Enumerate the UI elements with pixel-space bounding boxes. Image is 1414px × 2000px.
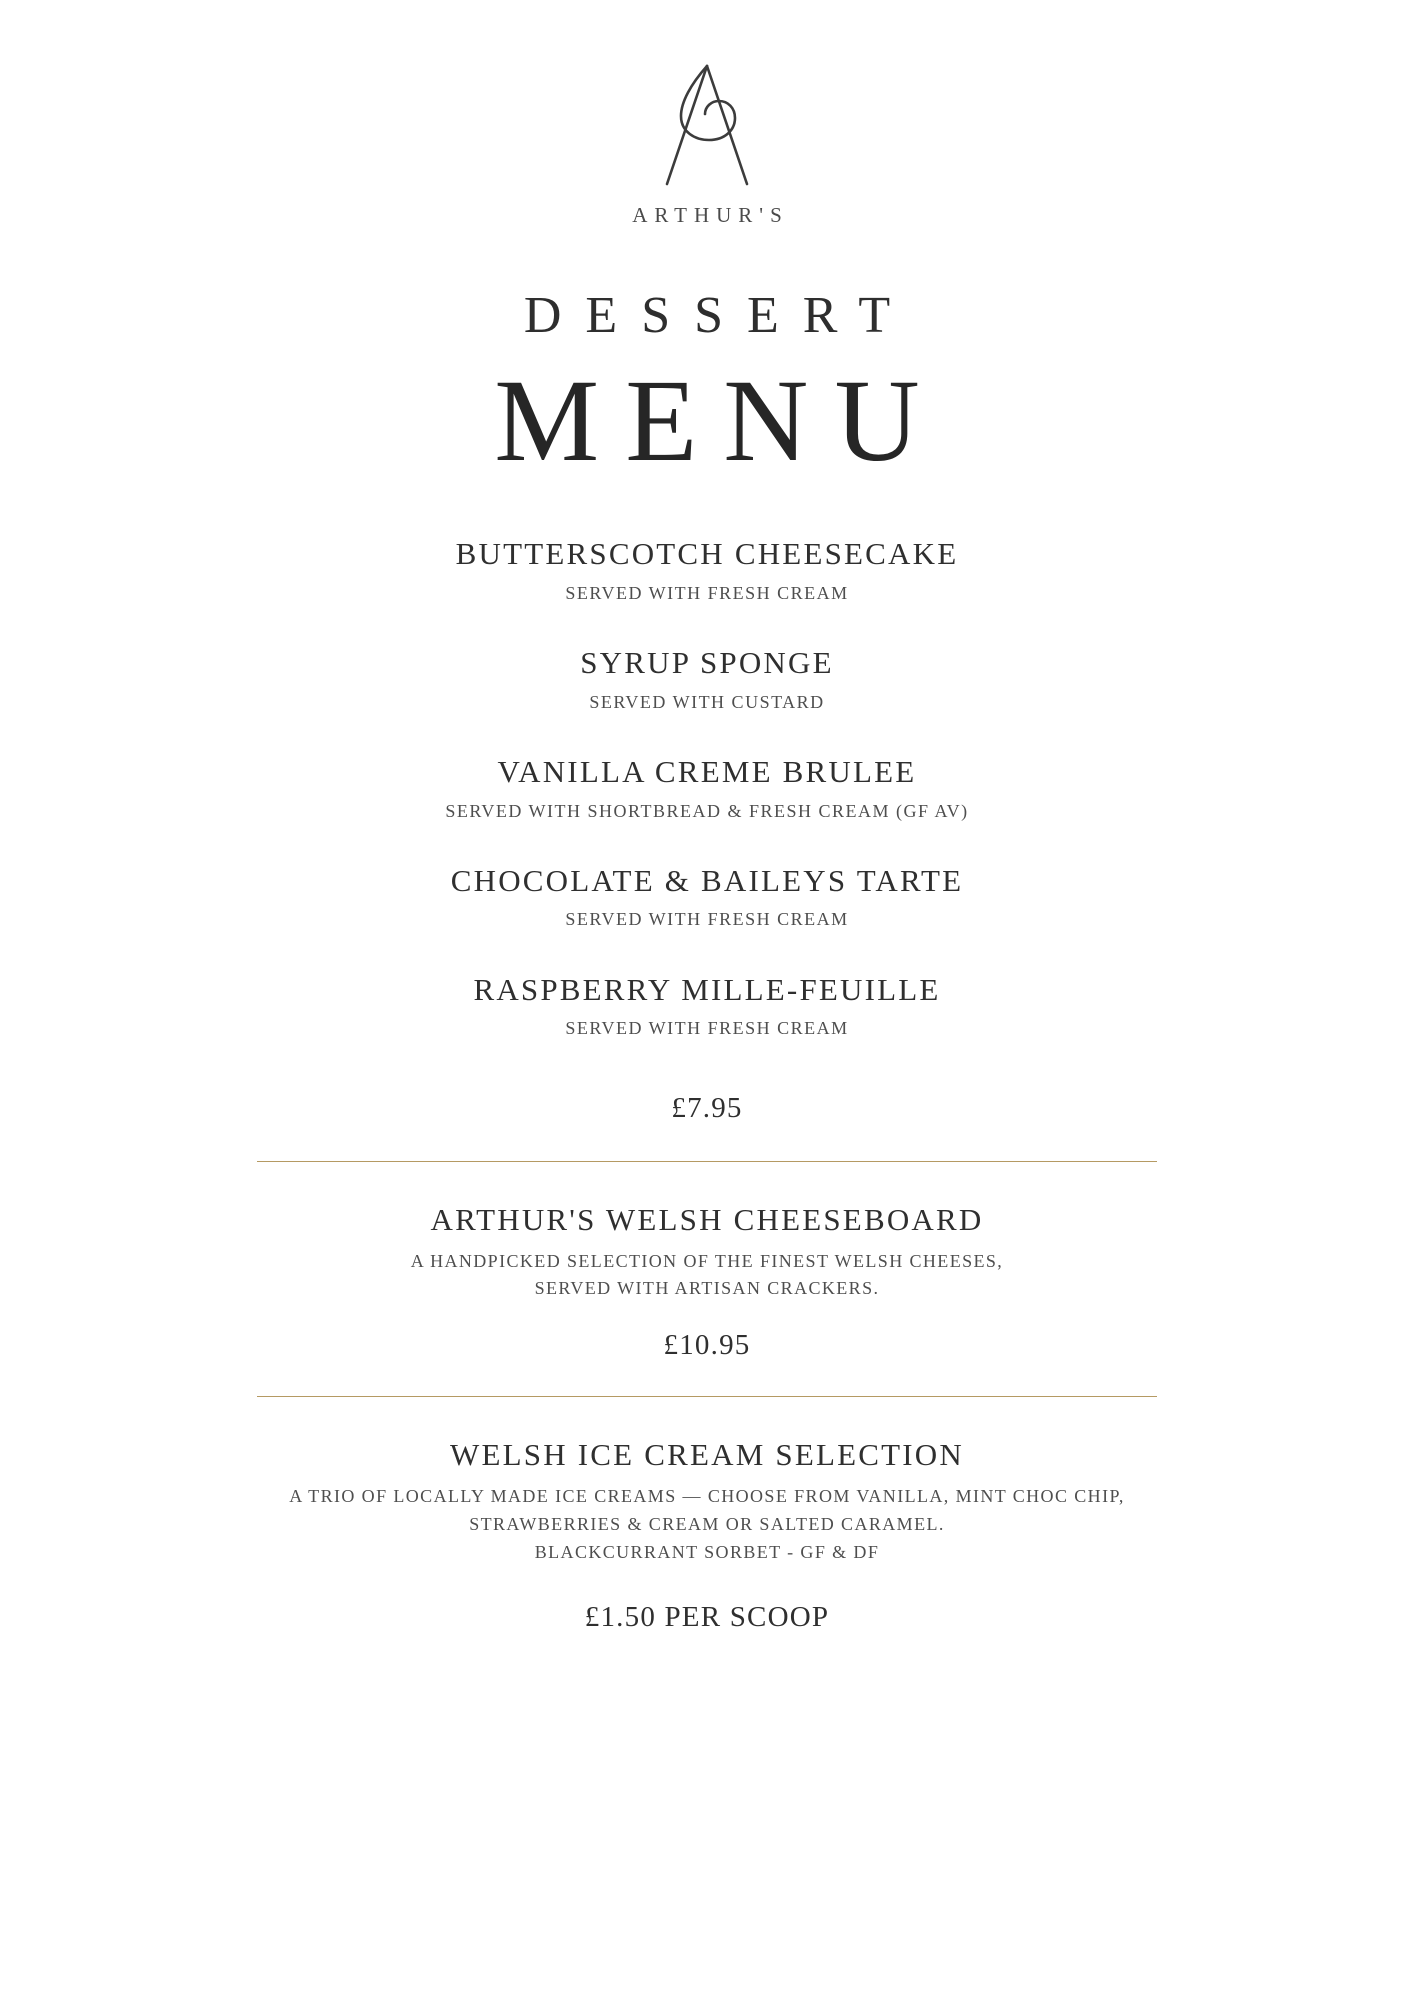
page-title-menu: MENU [494,355,946,486]
item-description: SERVED WITH FRESH CREAM [565,1018,849,1039]
list-item [0,535,1414,606]
ice-cream-section [0,1437,1414,1634]
item-name: RASPBERRY MILLE-FEUILLE [473,971,941,1007]
item-name: CHOCOLATE & BAILEYS TARTE [450,862,964,898]
cheeseboard-description-line-1: A HANDPICKED SELECTION OF THE FINEST WELSH CHEESES, [410,1250,1004,1271]
ice-cream-title: WELSH ICE CREAM SELECTION [450,1437,964,1473]
item-description: SERVED WITH SHORTBREAD & FRESH CREAM (GF AV) [445,800,969,821]
item-description: SERVED WITH CUSTARD [589,691,825,712]
item-name: BUTTERSCOTCH CHEESECAKE [455,535,959,571]
list-item [0,644,1414,715]
list-item [0,862,1414,933]
item-name: SYRUP SPONGE [580,644,834,680]
brand-logo [0,58,1414,228]
item-description: SERVED WITH FRESH CREAM [565,909,849,930]
ice-cream-description-line-3: BLACKCURRANT SORBET - GF & DF [534,1542,880,1563]
ice-cream-description-line-1: A TRIO OF LOCALLY MADE ICE CREAMS — CHOOSE FROM VANILLA, MINT CHOC CHIP, [289,1486,1125,1507]
ice-cream-description-line-2: STRAWBERRIES & CREAM OR SALTED CARAMEL. [469,1514,945,1535]
ice-cream-price: £1.50 PER SCOOP [584,1601,830,1634]
divider-top [257,1161,1157,1162]
cheeseboard-description [0,1248,1414,1304]
arthurs-a-monogram-icon [637,58,777,193]
item-name: VANILLA CREME BRULEE [497,753,917,789]
cheeseboard-section [0,1202,1414,1398]
cheeseboard-description-line-2: SERVED WITH ARTISAN CRACKERS. [534,1278,880,1299]
list-item [0,971,1414,1042]
item-description: SERVED WITH FRESH CREAM [565,582,849,603]
divider-bottom [257,1396,1157,1397]
dessert-items-list [0,535,1414,1042]
cheeseboard-price: £10.95 [663,1329,751,1362]
brand-wordmark: ARTHUR'S [632,203,789,227]
page-title-dessert: DESSERT [523,287,915,344]
list-item [0,753,1414,824]
cheeseboard-title: ARTHUR'S WELSH CHEESEBOARD [430,1201,984,1237]
ice-cream-description [0,1483,1414,1567]
desserts-price: £7.95 [671,1091,743,1124]
